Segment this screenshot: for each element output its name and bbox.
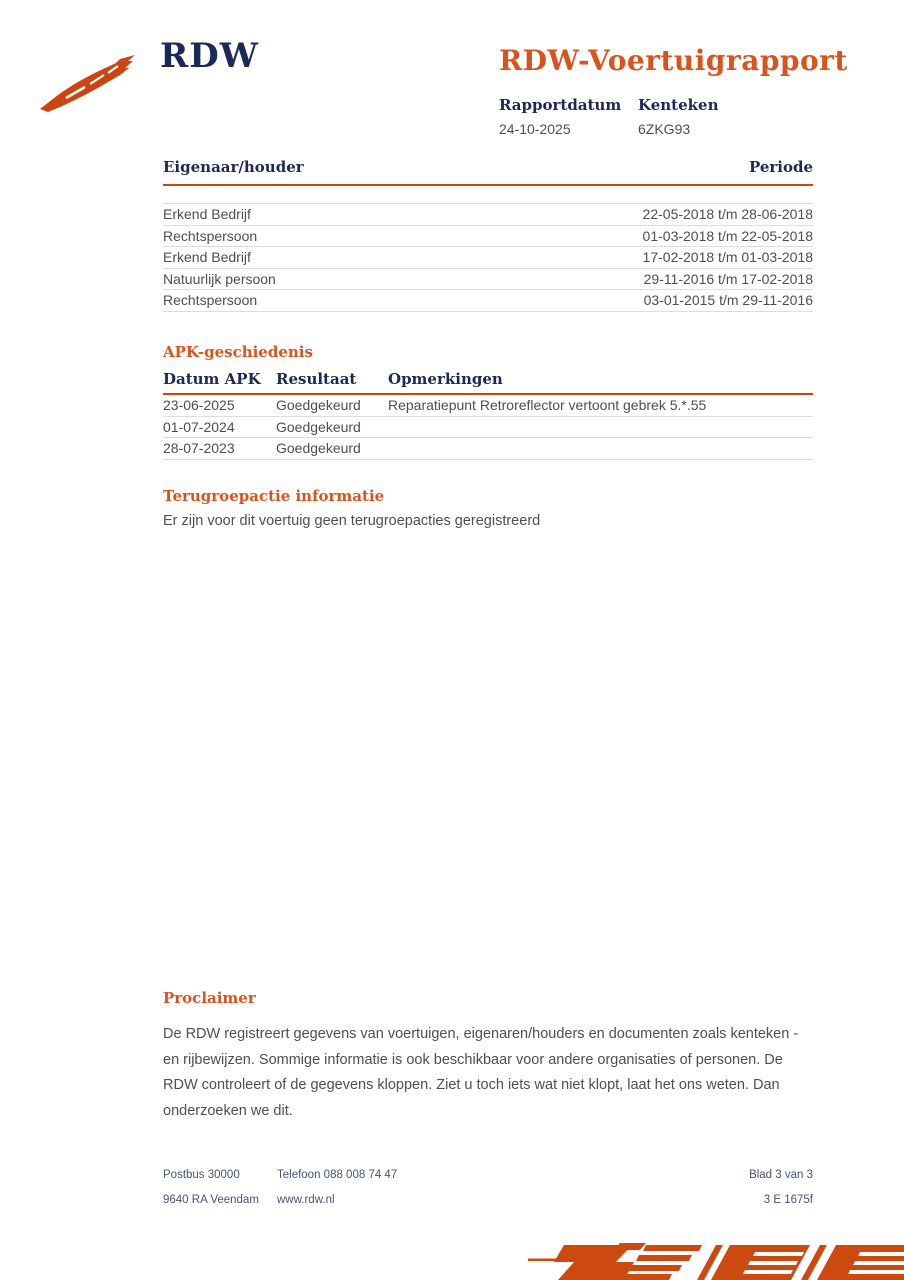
- period-column-header: Periode: [748, 158, 813, 176]
- owner-type: Natuurlijk persoon: [163, 270, 276, 287]
- apk-table-body: [163, 395, 813, 460]
- owner-period: 17-02-2018 t/m 01-03-2018: [642, 249, 813, 266]
- report-date-label: Rapportdatum: [499, 96, 622, 114]
- owner-type: Rechtspersoon: [163, 227, 258, 244]
- owner-period: 01-03-2018 t/m 22-05-2018: [642, 227, 813, 244]
- license-plate-block: [638, 96, 718, 137]
- recall-section: [163, 487, 813, 529]
- rdw-wordmark: RDW: [160, 36, 259, 76]
- apk-date: 01-07-2024: [163, 418, 235, 435]
- apk-history-section: [163, 343, 813, 460]
- owner-table-row: [163, 247, 813, 269]
- owner-period: 22-05-2018 t/m 28-06-2018: [642, 206, 813, 223]
- proclaimer-section: [163, 989, 815, 1124]
- apk-section-heading: APK-geschiedenis: [163, 343, 313, 361]
- license-plate-label: Kenteken: [638, 96, 719, 114]
- report-date-block: [499, 96, 638, 137]
- apk-result: Goedgekeurd: [276, 440, 361, 457]
- owner-table-row: [163, 269, 813, 291]
- footer-postbus: Postbus 30000: [163, 1169, 240, 1181]
- owner-type: Erkend Bedrijf: [163, 249, 251, 266]
- apk-remarks-column-header: Opmerkingen: [388, 370, 503, 388]
- footer-city: 9640 RA Veendam: [163, 1194, 259, 1206]
- proclaimer-text: De RDW registreert gegevens van voertuigen, eigenaren/houders en documenten zoals kenteken - en rijbewijzen. Sommige informatie is ook beschikbaar voor andere organisaties of personen. De RDW controleert of de gegevens kloppen. Ziet u toch iets wat niet klopt, laat het ons weten. Dan onderzoeken we dit.: [163, 1026, 799, 1119]
- owner-period: 03-01-2015 t/m 29-11-2016: [643, 292, 813, 309]
- report-meta: [499, 96, 718, 137]
- owner-table-row: [163, 226, 813, 248]
- rdw-eagle-icon: [38, 52, 138, 116]
- owner-column-header: Eigenaar/houder: [163, 158, 304, 176]
- apk-table-row: [163, 417, 813, 439]
- owner-period: 29-11-2016 t/m 17-02-2018: [643, 270, 813, 287]
- apk-table-row: [163, 395, 813, 417]
- footer-row: [163, 1194, 813, 1206]
- footer-website-link[interactable]: www.rdw.nl: [277, 1194, 335, 1206]
- owner-history-section: [163, 158, 813, 312]
- report-date-value: 24-10-2025: [499, 121, 571, 137]
- owner-type: Erkend Bedrijf: [163, 206, 251, 223]
- footer-doc-code: 3 E 1675f: [763, 1194, 813, 1206]
- apk-table-header: [163, 370, 813, 395]
- recall-text: Er zijn voor dit voertuig geen terugroepacties geregistreerd: [163, 513, 541, 529]
- proclaimer-heading: Proclaimer: [163, 989, 256, 1007]
- footer-phone: Telefoon 088 008 74 47: [277, 1169, 398, 1181]
- owner-table-row: [163, 290, 813, 312]
- apk-result-column-header: Resultaat: [276, 370, 357, 388]
- recall-section-heading: Terugroepactie informatie: [163, 487, 385, 505]
- page-footer: [163, 1169, 813, 1219]
- apk-date-column-header: Datum APK: [163, 370, 261, 388]
- footer-row: [163, 1169, 813, 1181]
- apk-date: 23-06-2025: [163, 397, 235, 414]
- owner-type: Rechtspersoon: [163, 292, 258, 309]
- apk-remarks: Reparatiepunt Retroreflector vertoont gebrek 5.*.55: [388, 397, 707, 414]
- speed-lines-graphic: [520, 1242, 904, 1280]
- apk-date: 28-07-2023: [163, 440, 235, 457]
- apk-result: Goedgekeurd: [276, 418, 361, 435]
- apk-table-row: [163, 438, 813, 460]
- owner-table-header: [163, 158, 813, 186]
- apk-result: Goedgekeurd: [276, 397, 361, 414]
- footer-page-number: Blad 3 van 3: [749, 1169, 813, 1181]
- page-title: RDW-Voertuigrapport: [499, 44, 848, 77]
- owner-table-row: [163, 204, 813, 226]
- license-plate-value: 6ZKG93: [638, 121, 691, 137]
- owner-table-body: [163, 203, 813, 312]
